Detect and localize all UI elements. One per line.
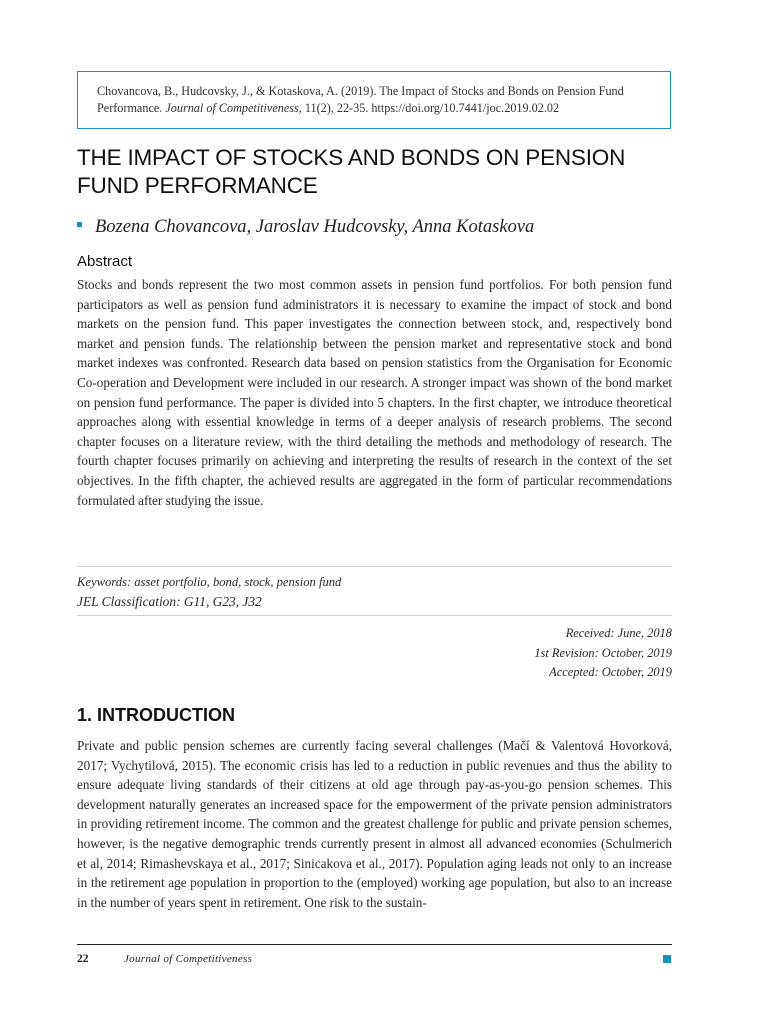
introduction-text: Private and public pension schemes are currently facing several challenges (Mačí & Valentová Hovorková, 2017; Vychytilová, 2015). The economic crisis has led to a reduction in public revenues and thus the ability to ensure adequate living standards of their citizens at old age through pay-as-you-go pension schemes. This development naturally generates an increased space for the empowerment of the private pension administrators in providing retirement income. The common and the greatest challenge for public and private pension schemes, however, is the negative demographic trends currently present in almost all advanced economies (Schulmerich et al, 2014; Rimashevskaya et al., 2017; Sinicakova et al., 2017). Population aging leads not only to an increase in the retirement age population in proportion to the (employed) working age population, but also to an increase in the number of years spent in retirement. One risk to the sustain- [77,738,672,910]
page-number: 22 [77,953,89,965]
author-line [77,215,677,239]
keywords: Keywords: asset portfolio, bond, stock, pension fund [77,575,342,589]
abstract-heading: Abstract [77,253,133,270]
section-heading: 1. INTRODUCTION [77,705,236,725]
bullet-icon [77,222,82,227]
accepted-date: Accepted: October, 2019 [549,665,672,679]
abstract-text: Stocks and bonds represent the two most common assets in pension fund portfolios. For both pension fund participators as well as pension fund administrators it is necessary to examine the impact of stock and bond markets on the pension fund. This paper investigates the connection between stock, and, respectively bond market and pension funds. The relationship between the pension market and representative stock and bond market indexes was confronted. Research data based on pension statistics from the Organisation for Economic Co-operation and Development were included in our research. A stronger impact was shown of the bond market on pension fund performance. The paper is divided into 5 chapters. In the first chapter, we introduce theoretical approaches along with essential knowledge in terms of a deeper analysis of research problems. The second chapter focuses on a literature review, with the third detailing the methods and methodology of research. The fourth chapter focuses primarily on achieving and interpreting the results of research in the context of the set objectives. In the fifth chapter, the achieved results are aggregated in the form of particular recommendations formulated after studying the issue. [77,277,672,508]
paper-title: THE IMPACT OF STOCKS AND BONDS ON PENSION FUND PERFORMANCE [77,145,626,198]
citation-authors-title: Chovancova, B., Hudcovsky, J., & Kotaskova, A. (2019). The Impact of Stocks and Bonds on Pension Fund Performance. [97,84,624,115]
footer-divider [77,944,672,945]
revision-date: 1st Revision: October, 2019 [534,645,672,660]
jel-classification: JEL Classification: G11, G23, J32 [77,594,262,609]
footer-journal-name: Journal of Competitiveness [124,953,253,965]
divider [77,615,672,616]
citation-journal: Journal of Competitiveness, [165,101,302,115]
received-date: Received: June, 2018 [565,626,672,640]
divider [77,566,672,567]
dates-block [534,624,672,683]
authors: Bozena Chovancova, Jaroslav Hudcovsky, Anna Kotaskova [95,217,535,237]
citation-details: 11(2), 22-35. https://doi.org/10.7441/joc.2019.02.02 [301,101,560,115]
keywords-block [77,572,341,612]
square-icon [663,955,671,963]
citation-box [77,71,671,129]
